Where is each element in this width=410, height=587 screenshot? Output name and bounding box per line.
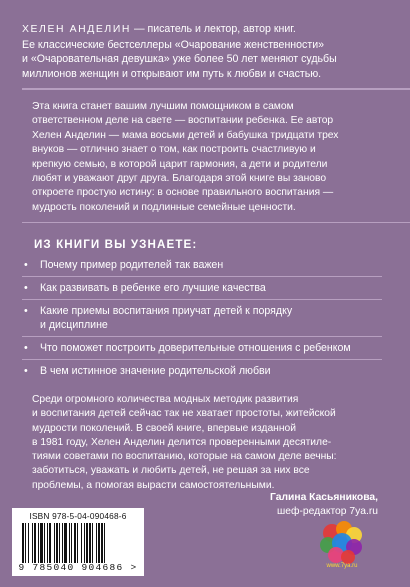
barcode-bar (77, 523, 78, 563)
quote-signature (270, 491, 378, 518)
barcode-bar (89, 523, 91, 563)
barcode-bar (44, 523, 45, 563)
list-item-text (36, 304, 382, 332)
quote-line: и воспитания детей сейчас так не хватает простоты, житейской (32, 408, 336, 420)
quote-line: проблемы, а помогая вырасти самостоятельными. (32, 479, 275, 491)
bullet: • (24, 282, 28, 294)
barcode-bar (86, 523, 88, 563)
list-item-text (36, 341, 382, 355)
book-intro (32, 100, 392, 215)
author-bio (22, 22, 394, 81)
barcode-bars (22, 523, 134, 563)
barcode-bar (98, 523, 100, 563)
7ya-logo-icon (318, 519, 366, 569)
quote-line: в 1981 году, Хелен Анделин делится проверенными десятиле- (32, 436, 332, 448)
list-item-text (36, 281, 382, 295)
logo-blob (341, 550, 355, 564)
bullet: • (24, 259, 28, 271)
list-item-line: В чем истинное значение родительской любви (40, 365, 271, 377)
intro-line: ответственном деле на свете — воспитании ребенка. Ее автор (32, 115, 334, 127)
intro-line: внуков — отлично знает о том, как построить счастливую и (32, 144, 316, 156)
list-item-line: Почему пример родителей так важен (40, 259, 224, 271)
list-item-line: Какие приемы воспитания приучат детей к порядку (40, 305, 293, 317)
bullet: • (24, 342, 28, 354)
intro-line: откроете простую истину: в основе правильного воспитания — (32, 187, 334, 199)
quote-line: мудрости поколений. В своей книге, впервые изданной (32, 422, 297, 434)
barcode-bar (84, 523, 85, 563)
bullet: • (24, 365, 28, 377)
isbn-barcode (12, 508, 144, 576)
signature-role: шеф-редактор 7ya.ru (276, 505, 378, 517)
author-bio-text: — писатель и лектор, автор книг. (131, 23, 296, 35)
barcode-bar (59, 523, 60, 563)
barcode-bar (49, 523, 51, 563)
barcode-bar (56, 523, 58, 563)
intro-line: мудрость поколений и подлинные семейные ценности. (32, 201, 296, 213)
quote-line: заботиться, уважать и любить детей, не решая за них все (32, 465, 310, 477)
list-item (22, 254, 382, 277)
barcode-bar (32, 523, 33, 563)
list-item-line: Как развивать в ребенке его лучшие качества (40, 282, 266, 294)
author-name: ХЕЛЕН АНДЕЛИН (22, 24, 131, 35)
barcode-bar (28, 523, 29, 563)
barcode-bar (71, 523, 72, 563)
barcode-bar (81, 523, 82, 563)
list-item-text (36, 258, 382, 272)
barcode-bar (40, 523, 43, 563)
intro-line: любят и уважают друг друга. Благодаря этой книге вы заново (32, 173, 327, 185)
list-item-line: Что поможет построить доверительные отношения с ребенком (40, 342, 351, 354)
list-item (22, 337, 382, 360)
barcode-bar (38, 523, 39, 563)
barcode-bar (64, 523, 67, 563)
barcode-bar (104, 523, 105, 563)
list-item-text (36, 364, 382, 378)
bullet: • (24, 305, 28, 317)
barcode-number: 9 785040 904686 > (18, 562, 138, 573)
barcode-bar (92, 523, 93, 563)
signature-name: Галина Касьяникова, (270, 492, 378, 503)
barcode-bar (34, 523, 36, 563)
quote-line: тиями советами по воспитанию, которые на самом деле вечны: (32, 451, 337, 463)
author-bio-line: миллионов женщин и открывают им путь к любви и счастью. (22, 67, 322, 80)
author-bio-line (22, 22, 394, 38)
intro-line: Эта книга станет вашим лучшим помощником в самом (32, 101, 294, 112)
list-item (22, 300, 382, 337)
barcode-bar (101, 523, 103, 563)
learn-list (22, 254, 382, 382)
list-item-line: и дисциплине (40, 319, 108, 331)
author-bio-line: Ее классические бестселлеры «Очарование женственности» (22, 38, 325, 51)
list-item (22, 360, 382, 382)
quote-line: Среди огромного количества модных методик развития (32, 394, 299, 405)
top-divider (22, 88, 410, 90)
barcode-bar (74, 523, 76, 563)
barcode-bar (96, 523, 97, 563)
logo-site-text: www.7ya.ru (326, 563, 358, 569)
barcode-bar (54, 523, 55, 563)
barcode-bar (25, 523, 26, 563)
section-divider (22, 222, 410, 223)
isbn-text: ISBN 978-5-04-090468-6 (29, 511, 127, 521)
intro-line: крепкую семью, в которой царит гармония, а дети и родители (32, 158, 328, 170)
barcode-bar (62, 523, 63, 563)
author-bio-line: и «Очаровательная девушка» уже более 50 лет меняют судьбы (22, 53, 337, 66)
list-item (22, 277, 382, 300)
learn-heading: ИЗ КНИГИ ВЫ УЗНАЕТЕ: (34, 238, 198, 251)
intro-line: Хелен Анделин — мама восьми детей и бабушка тридцати трех (32, 129, 339, 141)
editor-quote (32, 393, 394, 493)
barcode-bar (22, 523, 24, 563)
barcode-bar (47, 523, 48, 563)
barcode-bar (69, 523, 70, 563)
